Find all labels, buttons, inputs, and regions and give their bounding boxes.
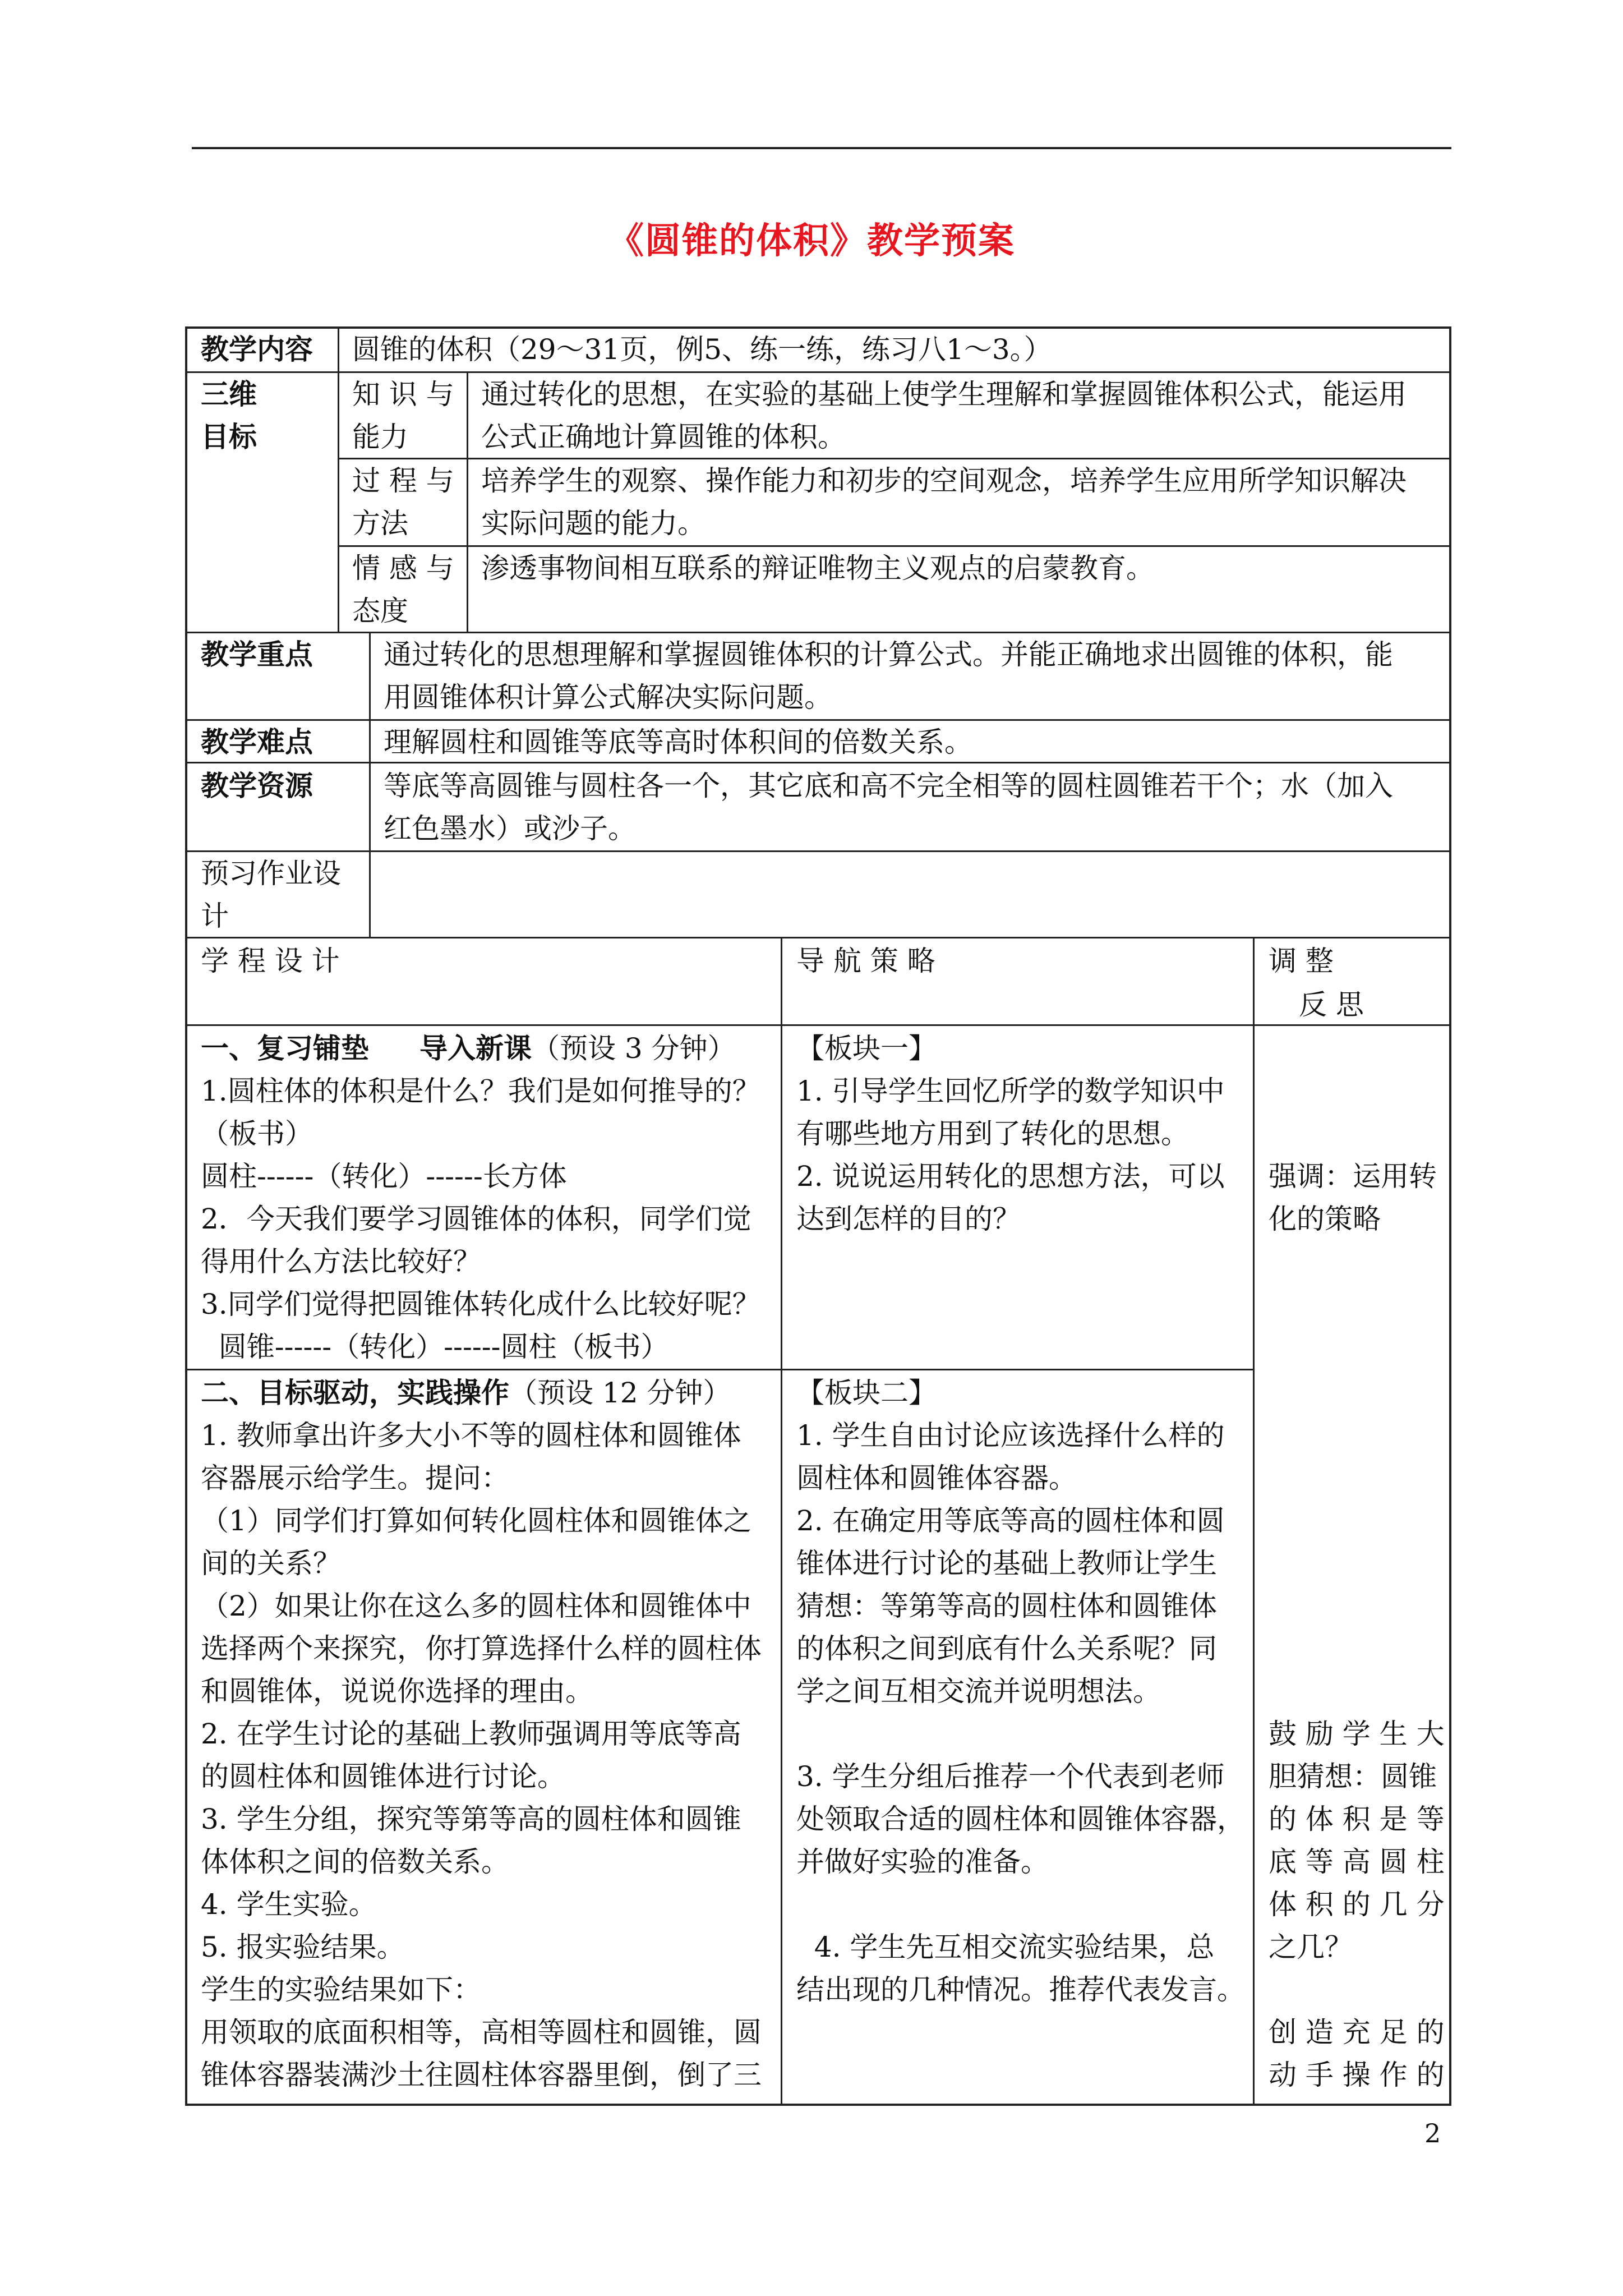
section1-strategy-line: 1. 引导学生回忆所学的数学知识中 <box>796 1075 1225 1107</box>
adjust-note2-line: 胆猜想：圆锥 <box>1269 1760 1437 1793</box>
resources-label: 教学资源 <box>201 769 313 802</box>
header-rule <box>192 147 1451 149</box>
section2-line: 5. 报实验结果。 <box>201 1931 405 1963</box>
adjust-note2-line: 底 等 高 圆 柱 <box>1269 1846 1445 1878</box>
section2-line: 选择两个来探究，你打算选择什么样的圆柱体 <box>201 1632 762 1665</box>
section2-line: 锥体容器装满沙土往圆柱体容器里倒，倒了三 <box>201 2059 762 2091</box>
adjust-note1-line: 化的策略 <box>1269 1203 1381 1235</box>
difficult-points-line1: 理解圆柱和圆锥等底等高时体积间的倍数关系。 <box>384 726 972 758</box>
adjust-note3-line: 创 造 充 足 的 <box>1269 2016 1445 2049</box>
section1-heading-a: 一、复习铺垫 <box>201 1032 369 1065</box>
section1-strategy-line: 有哪些地方用到了转化的思想。 <box>796 1117 1189 1150</box>
section1-line: （板书） <box>201 1117 313 1150</box>
adjust-note2-line: 之几？ <box>1269 1931 1353 1963</box>
section1-line: 1.圆柱体的体积是什么？我们是如何推导的？ <box>201 1075 760 1107</box>
adjust-note3-line: 动 手 操 作 的 <box>1269 2059 1445 2091</box>
emotion-label-line1: 情 感 与 <box>352 552 454 585</box>
section2-line: 2. 在学生讨论的基础上教师强调用等底等高 <box>201 1718 741 1750</box>
section2-strategy-line: 锥体进行讨论的基础上教师让学生 <box>796 1547 1217 1580</box>
adjust-note2-line: 的 体 积 是 等 <box>1269 1803 1445 1835</box>
section1-strategy-line: 2. 说说运用转化的思想方法，可以 <box>796 1160 1225 1193</box>
section2-line: 体体积之间的倍数关系。 <box>201 1846 509 1878</box>
page-number: 2 <box>1424 2118 1441 2148</box>
section2-heading-c: （预设 12 分钟） <box>509 1377 731 1409</box>
column-header-strategy: 导 航 策 略 <box>796 945 935 977</box>
adjust-note2-line: 体 积 的 几 分 <box>1269 1888 1445 1921</box>
goals-label-line1: 三维 <box>201 378 257 411</box>
section1-line: 3.同学们觉得把圆锥体转化成什么比较好呢？ <box>201 1288 760 1320</box>
section2-line: 容器展示给学生。提问： <box>201 1462 509 1494</box>
process-label-line1: 过 程 与 <box>352 464 454 497</box>
section2-line: 1. 教师拿出许多大小不等的圆柱体和圆锥体 <box>201 1419 741 1452</box>
content-label: 教学内容 <box>201 333 313 366</box>
key-points-label: 教学重点 <box>201 638 313 671</box>
emotion-text-line1: 渗透事物间相互联系的辩证唯物主义观点的启蒙教育。 <box>481 552 1154 585</box>
section2-strategy-line: 圆柱体和圆锥体容器。 <box>796 1462 1077 1494</box>
emotion-label-line2: 态度 <box>352 595 408 627</box>
section2-strategy-line: 3. 学生分组后推荐一个代表到老师 <box>796 1760 1225 1793</box>
section2-line: 4. 学生实验。 <box>201 1888 377 1921</box>
key-points-line2: 用圆锥体积计算公式解决实际问题。 <box>384 681 832 714</box>
section2-strategy-line: 处领取合适的圆柱体和圆锥体容器， <box>796 1803 1245 1835</box>
process-text-line1: 培养学生的观察、操作能力和初步的空间观念，培养学生应用所学知识解决 <box>481 464 1407 497</box>
section1-heading-c: （预设 3 分钟） <box>532 1032 736 1065</box>
section2-strategy-line: 猜想：等第等高的圆柱体和圆锥体 <box>796 1590 1217 1622</box>
process-text-line2: 实际问题的能力。 <box>481 507 706 540</box>
knowledge-label-line1: 知 识 与 <box>352 378 454 411</box>
goals-label-line2: 目标 <box>201 420 257 453</box>
preview-label-line1: 预习作业设 <box>201 857 341 890</box>
section1-line: 圆柱------（转化）------长方体 <box>201 1160 567 1193</box>
column-header-adjust-line2: 反 思 <box>1299 988 1364 1021</box>
section2-line: （1）同学们打算如何转化圆柱体和圆锥体之 <box>201 1504 751 1537</box>
difficult-points-label: 教学难点 <box>201 725 313 758</box>
section1-heading <box>201 1027 736 1070</box>
section2-strategy-line: 并做好实验的准备。 <box>796 1846 1049 1878</box>
resources-line1: 等底等高圆锥与圆柱各一个，其它底和高不完全相等的圆柱圆锥若干个；水（加入 <box>384 770 1393 802</box>
section2-line: 用领取的底面积相等，高相等圆柱和圆锥，圆 <box>201 2016 762 2049</box>
process-label-line2: 方法 <box>352 507 408 540</box>
section1-strategy-title: 【板块一】 <box>796 1032 937 1065</box>
section2-heading <box>201 1371 731 1415</box>
preview-label-line2: 计 <box>201 900 229 932</box>
column-header-process: 学 程 设 计 <box>201 945 340 977</box>
section2-strategy-line: 1. 学生自由讨论应该选择什么样的 <box>796 1419 1225 1452</box>
section2-heading-a: 二、目标驱动，实践操作 <box>201 1376 509 1409</box>
resources-line2: 红色墨水）或沙子。 <box>384 812 636 845</box>
content-value: 圆锥的体积（29～31页，例5、练一练，练习八1～3。） <box>352 333 1052 366</box>
section1-line: 圆锥------（转化）------圆柱（板书） <box>201 1331 669 1363</box>
section2-line: 学生的实验结果如下： <box>201 1973 481 2006</box>
adjust-note1-line: 强调：运用转 <box>1269 1160 1437 1193</box>
section2-strategy-line: 4. 学生先互相交流实验结果，总 <box>796 1931 1215 1963</box>
section2-strategy-line: 2. 在确定用等底等高的圆柱体和圆 <box>796 1504 1225 1537</box>
section2-line: 的圆柱体和圆锥体进行讨论。 <box>201 1760 565 1793</box>
section1-line: 得用什么方法比较好？ <box>201 1245 481 1278</box>
section1-strategy-line: 达到怎样的目的？ <box>796 1203 1021 1235</box>
column-header-adjust-line1: 调 整 <box>1269 945 1334 977</box>
section2-line: 3. 学生分组，探究等第等高的圆柱体和圆锥 <box>201 1803 741 1835</box>
section2-strategy-line: 的体积之间到底有什么关系呢？同 <box>796 1632 1217 1665</box>
section2-line: 间的关系？ <box>201 1547 341 1580</box>
section1-heading-b: 导入新课 <box>419 1032 532 1065</box>
page-title: 《圆锥的体积》教学预案 <box>608 220 1015 262</box>
knowledge-text-line1: 通过转化的思想，在实验的基础上使学生理解和掌握圆锥体积公式，能运用 <box>481 378 1407 411</box>
section2-strategy-line: 结出现的几种情况。推荐代表发言。 <box>796 1973 1245 2006</box>
key-points-line1: 通过转化的思想理解和掌握圆锥体积的计算公式。并能正确地求出圆锥的体积，能 <box>384 638 1393 671</box>
section2-line: （2）如果让你在这么多的圆柱体和圆锥体中 <box>201 1590 751 1622</box>
knowledge-text-line2: 公式正确地计算圆锥的体积。 <box>481 421 846 453</box>
section2-line: 和圆锥体，说说你选择的理由。 <box>201 1675 593 1708</box>
section1-line: 2．今天我们要学习圆锥体的体积，同学们觉 <box>201 1203 751 1235</box>
knowledge-label-line2: 能力 <box>352 421 408 453</box>
section2-strategy-title: 【板块二】 <box>796 1377 937 1409</box>
section2-strategy-line: 学之间互相交流并说明想法。 <box>796 1675 1161 1708</box>
adjust-note2-line: 鼓 励 学 生 大 <box>1269 1718 1445 1750</box>
